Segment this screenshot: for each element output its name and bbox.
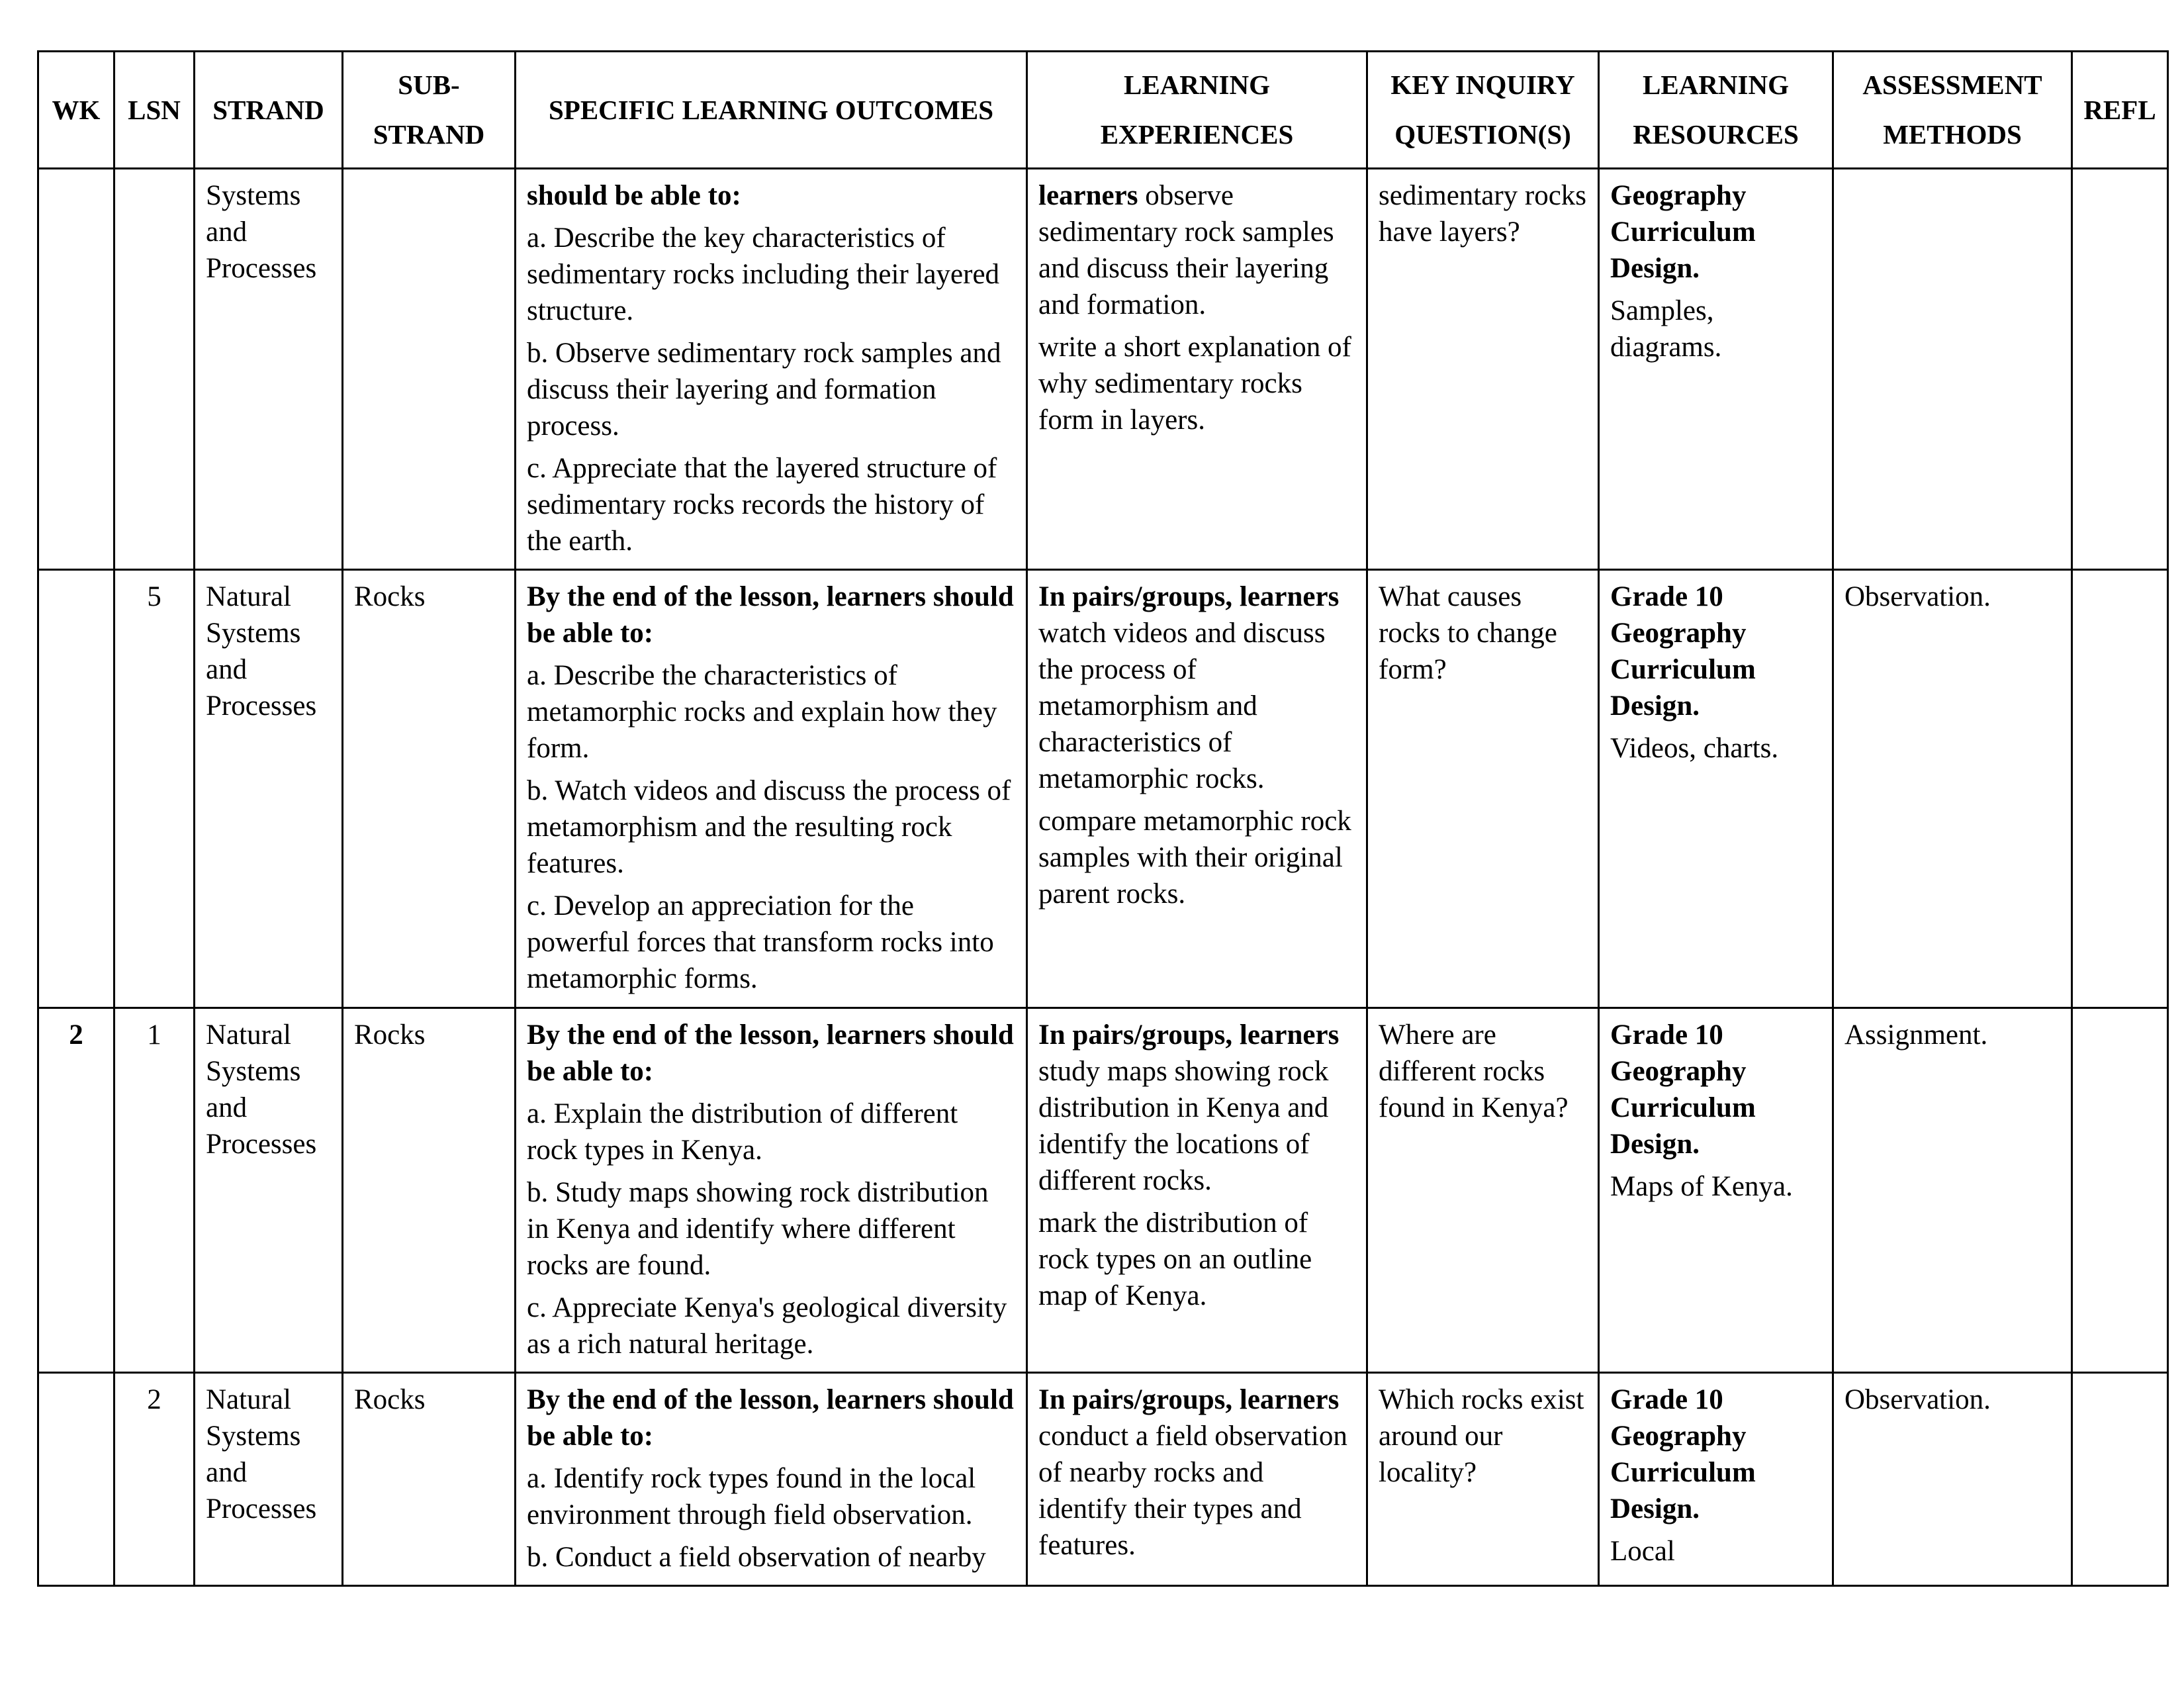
header-inquiry: KEY INQUIRY QUESTION(S) <box>1367 52 1599 169</box>
cell-assessment: Assignment. <box>1833 1008 2072 1373</box>
cell-wk: 2 <box>38 1008 114 1373</box>
cell-inquiry: sedimentary rocks have layers? <box>1367 169 1599 570</box>
cell-resources: Grade 10 Geography Curriculum Design. Maps of Kenya. <box>1599 1008 1833 1373</box>
header-strand: STRAND <box>195 52 343 169</box>
cell-wk <box>38 570 114 1008</box>
header-experiences: LEARNING EXPERIENCES <box>1027 52 1367 169</box>
cell-sub-strand: Rocks <box>343 1373 516 1586</box>
cell-resources: Grade 10 Geography Curriculum Design. Videos, charts. <box>1599 570 1833 1008</box>
cell-strand: Natural Systems and Processes <box>195 570 343 1008</box>
cell-wk <box>38 1373 114 1586</box>
cell-outcomes: should be able to: a. Describe the key characteristics of sedimentary rocks including their layered structure. b. Observe sedimentary rock samples and discuss their layering and formation process. c. Appreciate that the layered structure of sedimentary rocks records the history of the earth. <box>516 169 1027 570</box>
cell-resources: Geography Curriculum Design. Samples, diagrams. <box>1599 169 1833 570</box>
cell-experiences: learners observe sedimentary rock samples and discuss their layering and formation. write a short explanation of why sedimentary rocks form in layers. <box>1027 169 1367 570</box>
header-assessment: ASSESSMENT METHODS <box>1833 52 2072 169</box>
header-wk: WK <box>38 52 114 169</box>
cell-experiences: In pairs/groups, learners conduct a field observation of nearby rocks and identify their types and features. <box>1027 1373 1367 1586</box>
cell-inquiry: Which rocks exist around our locality? <box>1367 1373 1599 1586</box>
cell-assessment: Observation. <box>1833 570 2072 1008</box>
cell-outcomes: By the end of the lesson, learners should be able to: a. Identify rock types found in the local environment through field observation. b. Conduct a field observation of nearby <box>516 1373 1027 1586</box>
cell-outcomes: By the end of the lesson, learners should be able to: a. Explain the distribution of different rock types in Kenya. b. Study maps showing rock distribution in Kenya and identify where different rocks are found. c. Appreciate Kenya's geological diversity as a rich natural heritage. <box>516 1008 1027 1373</box>
header-refl: REFL <box>2072 52 2168 169</box>
cell-assessment: Observation. <box>1833 1373 2072 1586</box>
cell-strand: Natural Systems and Processes <box>195 1008 343 1373</box>
table-row <box>38 1373 2168 1586</box>
table-row <box>38 169 2168 570</box>
cell-strand: Natural Systems and Processes <box>195 1373 343 1586</box>
cell-sub-strand: Rocks <box>343 570 516 1008</box>
cell-inquiry: Where are different rocks found in Kenya? <box>1367 1008 1599 1373</box>
cell-sub-strand <box>343 169 516 570</box>
table-row <box>38 1008 2168 1373</box>
cell-experiences: In pairs/groups, learners watch videos and discuss the process of metamorphism and characteristics of metamorphic rocks. compare metamorphic rock samples with their original parent rocks. <box>1027 570 1367 1008</box>
header-lsn: LSN <box>114 52 195 169</box>
cell-lsn: 5 <box>114 570 195 1008</box>
header-row <box>38 52 2168 169</box>
cell-strand: Systems and Processes <box>195 169 343 570</box>
cell-resources: Grade 10 Geography Curriculum Design. Local <box>1599 1373 1833 1586</box>
cell-refl <box>2072 570 2168 1008</box>
cell-outcomes: By the end of the lesson, learners should be able to: a. Describe the characteristics of metamorphic rocks and explain how they form. b. Watch videos and discuss the process of metamorphism and the resulting rock features. c. Develop an appreciation for the powerful forces that transform rocks into metamorphic forms. <box>516 570 1027 1008</box>
cell-refl <box>2072 1008 2168 1373</box>
cell-sub-strand: Rocks <box>343 1008 516 1373</box>
cell-lsn: 1 <box>114 1008 195 1373</box>
table-row <box>38 570 2168 1008</box>
cell-experiences: In pairs/groups, learners study maps showing rock distribution in Kenya and identify the locations of different rocks. mark the distribution of rock types on an outline map of Kenya. <box>1027 1008 1367 1373</box>
cell-lsn: 2 <box>114 1373 195 1586</box>
cell-refl <box>2072 1373 2168 1586</box>
cell-assessment <box>1833 169 2072 570</box>
cell-wk <box>38 169 114 570</box>
header-sub-strand: SUB- STRAND <box>343 52 516 169</box>
header-outcomes: SPECIFIC LEARNING OUTCOMES <box>516 52 1027 169</box>
cell-lsn <box>114 169 195 570</box>
cell-inquiry: What causes rocks to change form? <box>1367 570 1599 1008</box>
cell-refl <box>2072 169 2168 570</box>
header-resources: LEARNING RESOURCES <box>1599 52 1833 169</box>
scheme-of-work-table <box>37 50 2169 1587</box>
